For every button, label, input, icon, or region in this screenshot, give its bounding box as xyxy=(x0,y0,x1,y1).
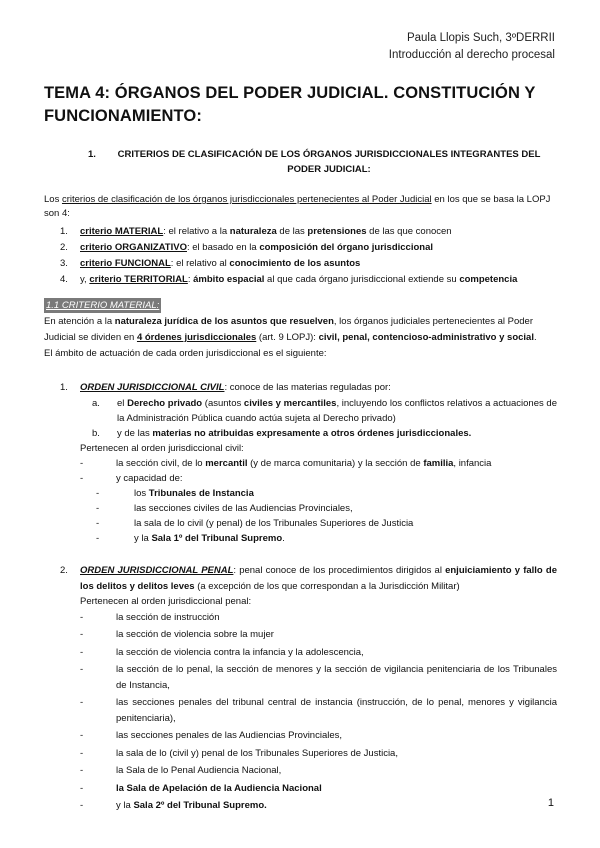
item-text: las secciones penales de las Audiencias Provinciales, xyxy=(116,730,343,741)
header-author: Paula Llopis Such, 3ºDERRII xyxy=(406,32,555,44)
item-text: la sección de lo penal, la sección de menores y la sección de vigilancia penitenciaria de los Tribunales de Instancia, xyxy=(116,664,557,691)
item-text: la sala de lo (civil y) penal de los Tribunales Superiores de Justicia, xyxy=(116,747,398,759)
item-text: la sección de violencia contra la infancia y la adolescencia, xyxy=(116,646,364,658)
item-letter: b. xyxy=(92,428,100,439)
section-title: CRITERIOS DE CLASIFICACIÓN DE LOS ÓRGANOS JURISDICCIONALES INTEGRANTES DEL PODER JUDICIAL: xyxy=(117,149,541,175)
dash-bullet: - xyxy=(80,697,84,708)
document-title: TEMA 4: ÓRGANOS DEL PODER JUDICIAL. CONSTITUCIÓN Y FUNCIONAMIENTO: xyxy=(44,84,536,125)
list-item xyxy=(96,501,557,516)
list-item xyxy=(80,763,557,779)
dash-bullet: - xyxy=(80,629,84,640)
list-item xyxy=(80,798,557,814)
item-bold: mercantil xyxy=(205,458,248,469)
list-item xyxy=(80,645,557,661)
criteria-bold: conocimiento de los asuntos xyxy=(229,258,361,269)
subsection-heading: 1.1 CRITERIO MATERIAL: xyxy=(46,300,160,311)
criteria-text: y, xyxy=(80,274,90,285)
list-item xyxy=(96,516,557,531)
civil-sublist xyxy=(96,486,557,546)
list-item xyxy=(80,471,557,486)
dash-bullet: - xyxy=(80,747,84,759)
para-bold-underlined: 4 órdenes jurisdiccionales xyxy=(136,332,257,343)
criteria-bold: ámbito espacial xyxy=(193,274,265,285)
dash-bullet: - xyxy=(96,533,100,544)
para-bold: civil, penal, contencioso-administrativo y social xyxy=(318,332,534,343)
criteria-item xyxy=(60,224,517,240)
civil-title: ORDEN JURISDICCIONAL CIVIL xyxy=(80,382,225,393)
list-item xyxy=(80,728,557,744)
list-item xyxy=(80,610,557,626)
item-number: 4. xyxy=(60,274,68,285)
civil-organs-list xyxy=(80,456,557,486)
item-number: 2. xyxy=(60,242,68,253)
item-bold: materias no atribuidas expresamente a otros órdenes jurisdiccionales. xyxy=(152,428,472,439)
item-text: la sala de lo civil (y penal) de los Tribunales Superiores de Justicia xyxy=(134,518,414,529)
list-item xyxy=(92,396,557,426)
list-item xyxy=(80,781,557,797)
item-text: los xyxy=(134,488,149,499)
page-header xyxy=(389,30,555,64)
item-text: las secciones civiles de las Audiencias Provinciales, xyxy=(134,503,353,514)
item-text: la Sala de lo Penal Audiencia Nacional, xyxy=(116,765,282,776)
civil-order-section xyxy=(60,380,557,546)
criteria-text: al que cada órgano jurisdiccional extiende su xyxy=(264,274,460,285)
item-bold: Sala 1º del Tribunal Supremo xyxy=(151,533,283,544)
dash-bullet: - xyxy=(80,646,84,658)
criteria-text: : xyxy=(187,274,194,285)
item-number: 3. xyxy=(60,258,68,269)
penal-order-section xyxy=(60,563,557,816)
dash-bullet: - xyxy=(80,473,84,484)
criteria-name: criterio TERRITORIAL xyxy=(89,274,188,285)
item-text: (y de marca comunitaria) y la sección de xyxy=(247,458,424,469)
criteria-text: de las que conocen xyxy=(366,226,452,237)
civil-materias-list xyxy=(92,396,557,441)
criteria-name: criterio MATERIAL xyxy=(80,226,164,237)
dash-bullet: - xyxy=(80,782,84,794)
penal-bold: enjuiciamiento y fallo de los delitos y delitos leves xyxy=(80,565,557,592)
criteria-bold: composición del órgano jurisdiccional xyxy=(259,242,434,253)
para-text: (art. 9 LOPJ): xyxy=(256,332,319,343)
dash-bullet: - xyxy=(80,765,84,776)
list-item xyxy=(96,531,557,546)
intro-underlined: criterios de clasificación de los órganos jurisdiccionales pertenecientes al Poder Judicial xyxy=(61,194,432,205)
penal-heading xyxy=(60,563,557,594)
dash-bullet: - xyxy=(80,458,84,469)
list-item xyxy=(80,662,557,693)
list-item xyxy=(80,627,557,643)
criteria-text: de las xyxy=(276,226,308,237)
dash-bullet: - xyxy=(96,518,100,529)
item-number: 2. xyxy=(60,565,68,576)
criteria-text: : el relativo al xyxy=(170,258,230,269)
list-item xyxy=(80,695,557,726)
item-bold: Tribunales de Instancia xyxy=(148,488,254,499)
intro-text: en los que se basa la LOPJ son 4: xyxy=(44,194,551,219)
item-bold: Sala 2º del Tribunal Supremo. xyxy=(133,800,267,811)
item-text: el xyxy=(117,398,128,409)
list-item xyxy=(96,486,557,501)
list-item xyxy=(92,426,557,441)
penal-organs-list xyxy=(80,610,557,814)
item-text: la sección de instrucción xyxy=(116,611,220,623)
penal-text: (a excepción de los que correspondan a la Jurisdicción Militar) xyxy=(194,580,460,592)
criteria-bold: competencia xyxy=(459,274,518,285)
civil-pertenecen: Pertenecen al orden jurisdiccional civil: xyxy=(80,443,244,454)
criteria-text: : el relativo a la xyxy=(163,226,230,237)
page-number: 1 xyxy=(547,797,554,809)
header-course: Introducción al derecho procesal xyxy=(388,49,555,61)
penal-text: : penal conoce de los procedimientos dirigidos al xyxy=(233,565,446,576)
para-bold: naturaleza jurídica de los asuntos que resuelven xyxy=(114,316,334,327)
section-number: 1. xyxy=(88,149,96,160)
item-text: las secciones penales del tribunal central de instancia (instrucción, de lo penal, menores y vigilancia penitenciaria), xyxy=(116,697,557,724)
item-number: 1. xyxy=(60,226,68,237)
item-number: 1. xyxy=(60,382,68,393)
item-text: . xyxy=(282,533,285,544)
penal-title: ORDEN JURISDICCIONAL PENAL xyxy=(80,565,234,576)
criteria-bold: pretensiones xyxy=(307,226,367,237)
civil-text: : conoce de las materias reguladas por: xyxy=(224,382,391,393)
item-text: (asuntos xyxy=(202,398,244,409)
civil-heading xyxy=(60,380,557,395)
para-text: En atención a la xyxy=(44,316,115,327)
criteria-item xyxy=(60,272,517,288)
item-text: la sección de violencia sobre la mujer xyxy=(116,629,274,640)
item-text: y la xyxy=(116,800,134,811)
list-item xyxy=(80,456,557,471)
para-text: , los órganos judiciales pertenecientes al Poder Judicial se dividen en xyxy=(44,316,533,343)
criteria-item xyxy=(60,240,517,256)
item-text: la sección civil, de lo xyxy=(116,458,206,469)
item-bold: Derecho privado xyxy=(127,398,203,409)
dash-bullet: - xyxy=(80,611,84,623)
criteria-name: criterio FUNCIONAL xyxy=(80,258,171,269)
list-item xyxy=(80,746,557,762)
item-text: y la xyxy=(134,533,152,544)
criteria-name: criterio ORGANIZATIVO xyxy=(80,242,187,253)
criteria-item xyxy=(60,256,517,272)
dash-bullet: - xyxy=(96,488,100,499)
dash-bullet: - xyxy=(96,503,100,514)
criteria-text: : el basado en la xyxy=(186,242,260,253)
dash-bullet: - xyxy=(80,730,84,741)
item-text: , incluyendo los conflictos relativos a actuaciones de la Administración Pública cuando actúa sujeta al Derecho privado) xyxy=(117,398,557,424)
item-text: y de las xyxy=(117,428,153,439)
penal-pertenecen: Pertenecen al orden jurisdiccional penal: xyxy=(80,596,252,607)
material-paragraph xyxy=(44,314,557,362)
para-text: El ámbito de actuación de cada orden jurisdiccional es el siguiente: xyxy=(44,348,327,359)
criteria-bold: naturaleza xyxy=(229,226,277,237)
intro-text: Los xyxy=(44,194,62,205)
dash-bullet: - xyxy=(80,800,84,811)
intro-paragraph xyxy=(44,193,557,221)
item-bold: la Sala de Apelación de la Audiencia Nacional xyxy=(116,782,322,794)
item-bold: civiles y mercantiles xyxy=(243,398,337,409)
criteria-list xyxy=(60,224,517,288)
para-text: . xyxy=(533,332,537,343)
item-text: , infancia xyxy=(453,458,492,469)
item-bold: familia xyxy=(423,458,454,469)
item-text: y capacidad de: xyxy=(116,473,183,484)
item-letter: a. xyxy=(92,398,100,409)
dash-bullet: - xyxy=(80,664,84,675)
section-heading xyxy=(90,147,550,177)
